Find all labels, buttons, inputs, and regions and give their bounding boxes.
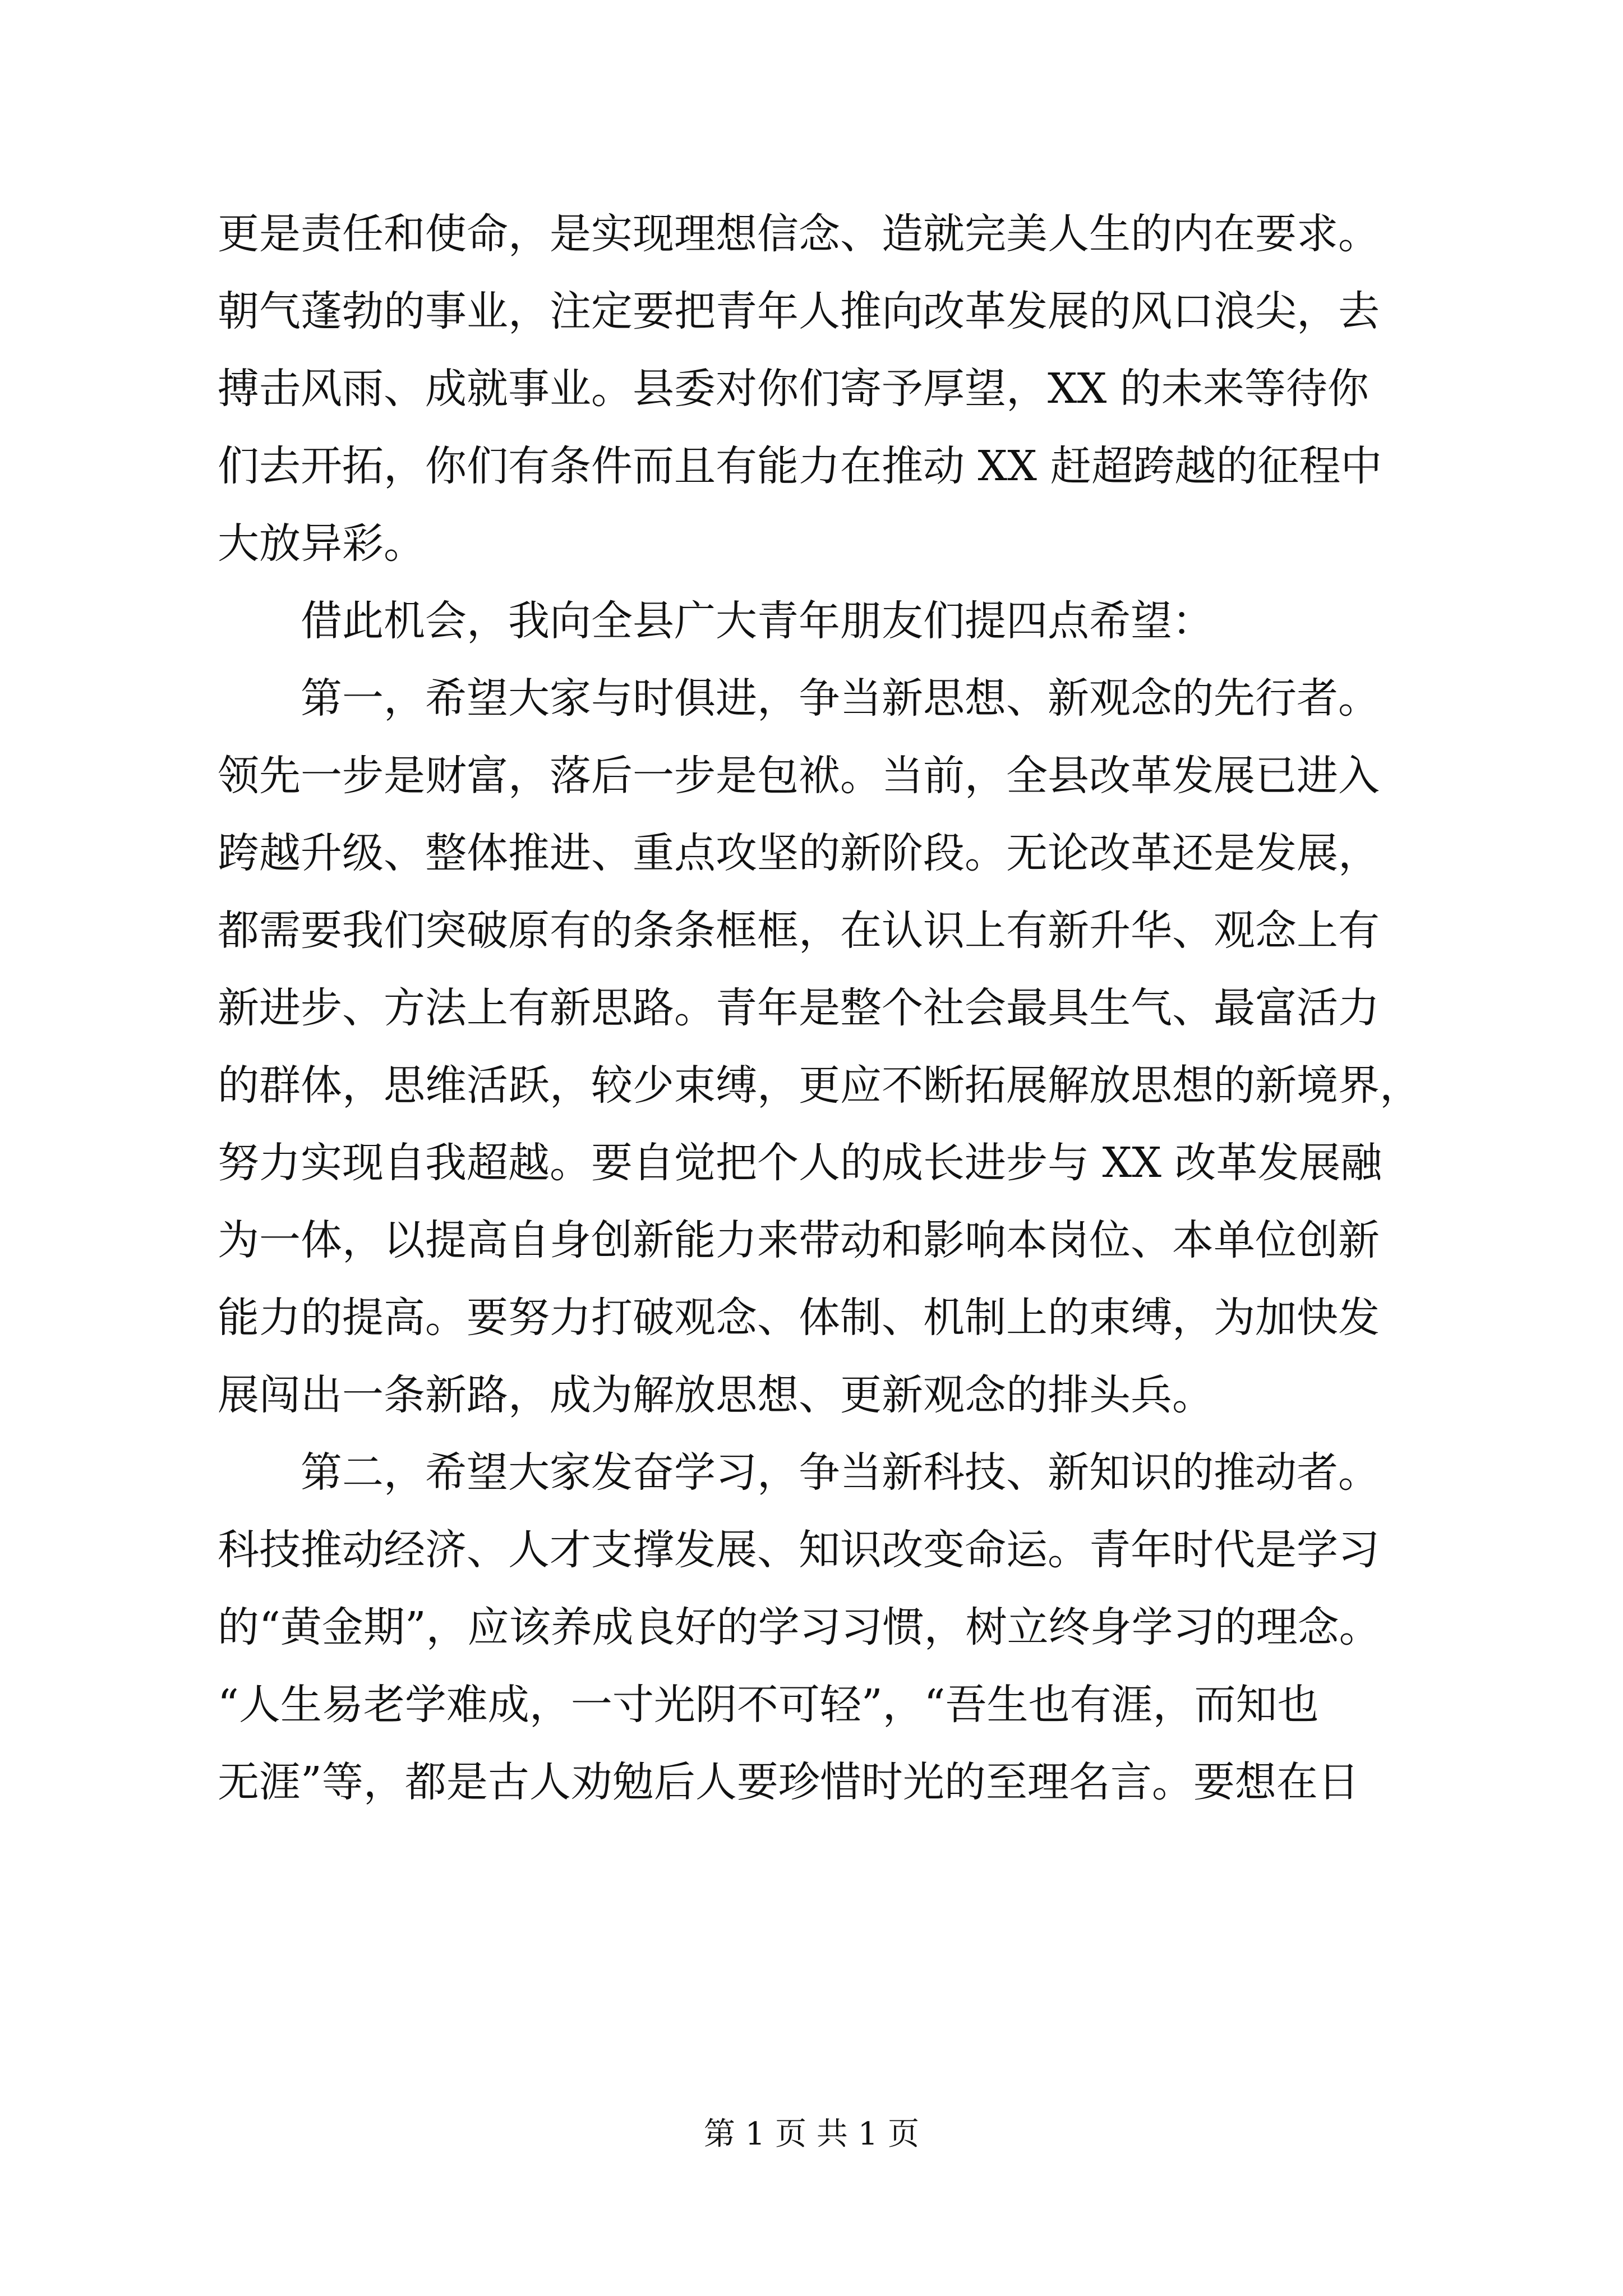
text-line: 新进步、方法上有新思路。青年是整个社会最具生气、最富活力: [218, 984, 1380, 1032]
text-line: “人生易老学难成，一寸光阴不可轻”，“吾生也有涯，而知也: [218, 1681, 1319, 1729]
text-line: 领先一步是财富，落后一步是包袱。当前，全县改革发展已进入: [218, 752, 1380, 800]
paragraph-first-line: 借此机会，我向全县广大青年朋友们提四点希望：: [301, 597, 1214, 645]
text-line: 的“黄金期”，应该养成良好的学习习惯，树立终身学习的理念。: [218, 1603, 1381, 1651]
text-line: 朝气蓬勃的事业，注定要把青年人推向改革发展的风口浪尖，去: [218, 287, 1380, 335]
text-line: 搏击风雨、成就事业。县委对你们寄予厚望，XX 的未来等待你: [218, 365, 1369, 413]
text-line: 更是责任和使命，是实现理想信念、造就完美人生的内在要求。: [218, 210, 1380, 258]
text-line: 大放异彩。: [218, 519, 425, 568]
page-footer: 第 1 页 共 1 页: [703, 2116, 920, 2152]
text-line: 的群体，思维活跃，较少束缚，更应不断拓展解放思想的新境界，: [218, 1061, 1421, 1110]
paragraph-first-line: 第一，希望大家与时俱进，争当新思想、新观念的先行者。: [301, 674, 1380, 723]
text-line: 无涯”等，都是古人劝勉后人要珍惜时光的至理名言。要想在日: [218, 1758, 1359, 1806]
text-line: 努力实现自我超越。要自觉把个人的成长进步与 XX 改革发展融: [218, 1139, 1382, 1187]
text-line: 跨越升级、整体推进、重点攻坚的新阶段。无论改革还是发展，: [218, 829, 1380, 877]
paragraph-first-line: 第二，希望大家发奋学习，争当新科技、新知识的推动者。: [301, 1448, 1380, 1497]
text-line: 们去开拓，你们有条件而且有能力在推动 XX 赶超跨越的征程中: [218, 442, 1382, 490]
text-line: 展闯出一条新路，成为解放思想、更新观念的排头兵。: [218, 1371, 1214, 1419]
text-line: 都需要我们突破原有的条条框框，在认识上有新升华、观念上有: [218, 907, 1380, 955]
text-line: 科技推动经济、人才支撑发展、知识改变命运。青年时代是学习: [218, 1526, 1380, 1574]
text-line: 能力的提高。要努力打破观念、体制、机制上的束缚，为加快发: [218, 1294, 1380, 1342]
text-line: 为一体，以提高自身创新能力来带动和影响本岗位、本单位创新: [218, 1216, 1380, 1264]
